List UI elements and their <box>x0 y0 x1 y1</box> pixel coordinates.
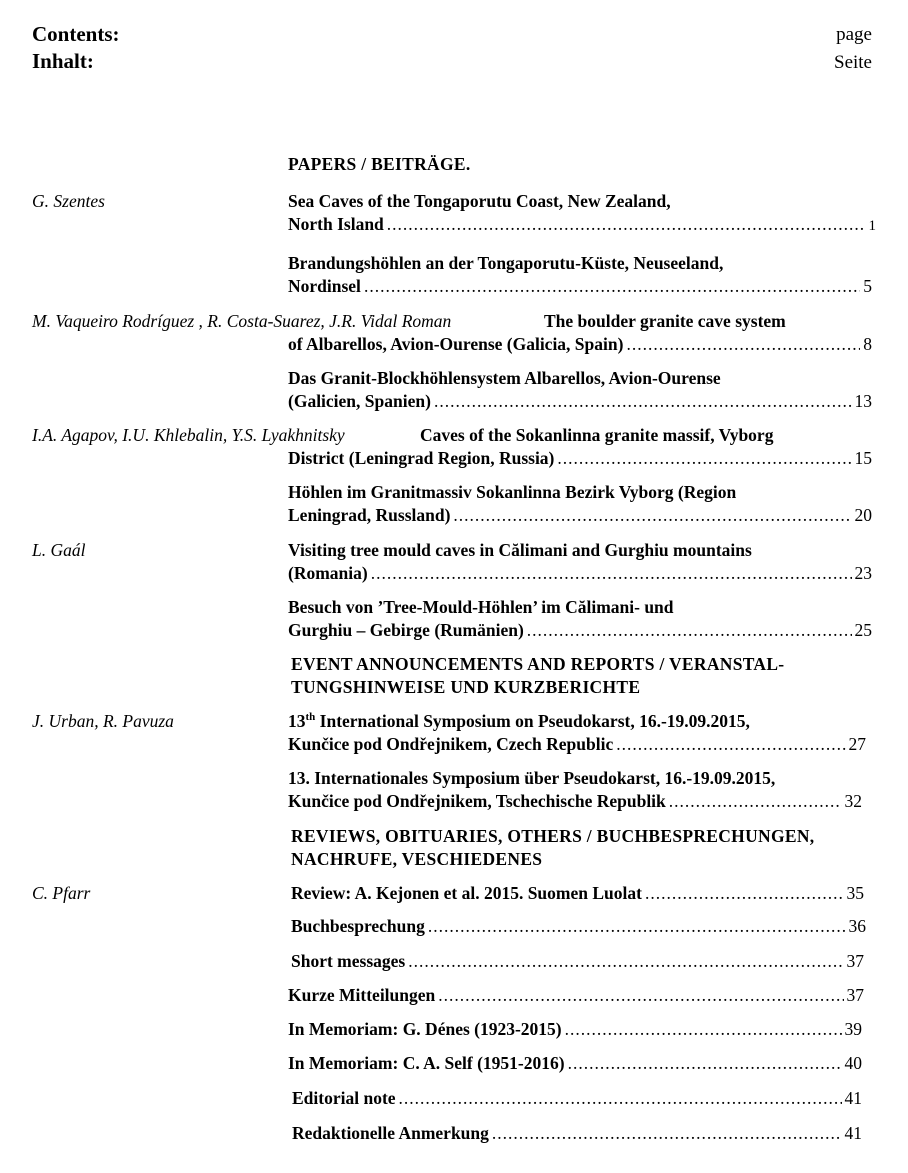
entry-title-line-2: of Albarellos, Avion-Ourense (Galicia, Spain) <box>288 334 624 354</box>
entry-title-line-2: (Galicien, Spanien) <box>288 391 431 411</box>
entry-title: Review: A. Kejonen et al. 2015. Suomen Luolat <box>291 883 642 903</box>
entry-title-line-2: District (Leningrad Region, Russia) <box>288 448 555 468</box>
author-vaqueiro: M. Vaqueiro Rodríguez , R. Costa-Suarez, J.R. Vidal Roman <box>32 311 452 331</box>
entry-title-line-2: Kunčice pod Ondřejnikem, Tschechische Republik <box>288 791 666 811</box>
entry-title: Buchbesprechung <box>291 916 425 936</box>
author-szentes: G. Szentes <box>32 191 105 211</box>
entry-title: In Memoriam: G. Dénes (1923-2015) <box>288 1019 562 1039</box>
section-heading-line-2: TUNGSHINWEISE UND KURZBERICHTE <box>291 677 641 697</box>
dot-leader <box>434 390 852 413</box>
section-heading-events <box>291 653 784 699</box>
entry-title-line-2: North Island <box>288 214 384 234</box>
dot-leader <box>399 1087 842 1110</box>
entry-page-number: 13 <box>854 391 872 411</box>
toc-entry[interactable] <box>292 1122 862 1145</box>
seite-column-label: Seite <box>834 52 872 73</box>
entry-page-number: 23 <box>854 563 872 583</box>
dot-leader <box>565 1018 842 1041</box>
dot-leader <box>387 213 866 236</box>
dot-leader <box>645 882 844 905</box>
dot-leader <box>371 562 852 585</box>
dot-leader <box>364 275 860 298</box>
entry-title-line-2: Kunčice pod Ondřejnikem, Czech Republic <box>288 734 614 754</box>
toc-entry[interactable] <box>288 481 872 527</box>
entry-page-number: 36 <box>848 916 866 936</box>
author-agapov: I.A. Agapov, I.U. Khlebalin, Y.S. Lyakhnitsky <box>32 425 345 445</box>
entry-title: Redaktionelle Anmerkung <box>292 1123 489 1143</box>
toc-entry[interactable] <box>291 950 864 973</box>
dot-leader <box>428 915 846 938</box>
entry-page-number: 32 <box>844 791 862 811</box>
section-heading-papers: PAPERS / BEITRÄGE. <box>288 154 471 174</box>
section-heading-line-1: EVENT ANNOUNCEMENTS AND REPORTS / VERANSTAL- <box>291 654 785 674</box>
dot-leader <box>453 504 851 527</box>
toc-entry[interactable] <box>288 596 872 642</box>
toc-entry[interactable] <box>288 190 876 238</box>
entry-page-number: 41 <box>844 1123 862 1143</box>
toc-entry[interactable] <box>288 424 872 470</box>
entry-title-rest: International Symposium on Pseudokarst, 16.-19.09.2015, <box>315 711 750 731</box>
entry-title: Short messages <box>291 951 406 971</box>
entry-page-number: 39 <box>844 1019 862 1039</box>
toc-entry[interactable] <box>288 367 872 413</box>
inhalt-heading: Inhalt: <box>32 49 94 73</box>
entry-page-number: 40 <box>844 1053 862 1073</box>
entry-title: Kurze Mitteilungen <box>288 985 436 1005</box>
entry-page-number: 15 <box>854 448 872 468</box>
toc-entry[interactable] <box>291 915 866 938</box>
entry-page-number: 37 <box>846 951 864 971</box>
entry-title-line-1: Brandungshöhlen an der Tongaporutu-Küste, Neuseeland, <box>288 253 724 273</box>
entry-page-number: 1 <box>868 218 876 234</box>
entry-title-line-1: Besuch von ’Tree-Mould-Höhlen’ im Călimani- und <box>288 597 674 617</box>
entry-title-line-2: (Romania) <box>288 563 368 583</box>
toc-entry[interactable] <box>288 310 872 356</box>
entry-title-line-1: The boulder granite cave system <box>544 311 786 331</box>
author-pfarr: C. Pfarr <box>32 883 91 903</box>
dot-leader <box>626 333 860 356</box>
toc-entry[interactable] <box>291 882 864 905</box>
dot-leader <box>568 1052 842 1075</box>
contents-heading: Contents: <box>32 22 120 46</box>
toc-entry[interactable] <box>288 767 862 813</box>
entry-title-line-1: Höhlen im Granitmassiv Sokanlinna Bezirk Vyborg (Region <box>288 482 737 502</box>
entry-title-line-1: 13. Internationales Symposium über Pseudokarst, 16.-19.09.2015, <box>288 768 776 788</box>
toc-entry[interactable] <box>288 1018 862 1041</box>
entry-page-number: 20 <box>854 505 872 525</box>
dot-leader <box>616 733 845 756</box>
entry-page-number: 35 <box>846 883 864 903</box>
entry-title: Editorial note <box>292 1088 396 1108</box>
dot-leader <box>557 447 851 470</box>
dot-leader <box>492 1122 842 1145</box>
dot-leader <box>669 790 842 813</box>
page-column-label: page <box>836 24 872 45</box>
entry-title-line-1 <box>288 710 866 733</box>
entry-page-number: 27 <box>848 734 866 754</box>
entry-title-line-2: Gurghiu – Gebirge (Rumänien) <box>288 620 524 640</box>
entry-page-number: 37 <box>846 985 864 1005</box>
toc-entry[interactable] <box>288 252 872 298</box>
dot-leader <box>527 619 852 642</box>
toc-entry[interactable] <box>292 1087 862 1110</box>
entry-title-line-2: Nordinsel <box>288 276 361 296</box>
dot-leader <box>408 950 843 973</box>
entry-page-number: 8 <box>863 334 872 354</box>
author-urban: J. Urban, R. Pavuza <box>32 711 174 731</box>
entry-title-line-1: Sea Caves of the Tongaporutu Coast, New Zealand, <box>288 191 671 211</box>
dot-leader <box>438 984 843 1007</box>
toc-entry[interactable] <box>288 710 866 756</box>
entry-title: In Memoriam: C. A. Self (1951-2016) <box>288 1053 565 1073</box>
ordinal-suffix: th <box>305 711 316 724</box>
entry-title-line-1: Caves of the Sokanlinna granite massif, Vyborg <box>420 425 774 445</box>
toc-entry[interactable] <box>288 539 872 585</box>
section-heading-reviews <box>291 825 814 871</box>
entry-page-number: 41 <box>844 1088 862 1108</box>
section-heading-line-2: NACHRUFE, VESCHIEDENES <box>291 849 543 869</box>
entry-title-line-1: Das Granit-Blockhöhlensystem Albarellos, Avion-Ourense <box>288 368 721 388</box>
author-gaal: L. Gaál <box>32 540 86 560</box>
toc-entry[interactable] <box>288 984 864 1007</box>
entry-title-line-2: Leningrad, Russland) <box>288 505 451 525</box>
entry-page-number: 25 <box>854 620 872 640</box>
entry-page-number: 5 <box>863 276 872 296</box>
section-heading-line-1: REVIEWS, OBITUARIES, OTHERS / BUCHBESPRECHUNGEN, <box>291 826 815 846</box>
ordinal-number: 13 <box>288 711 306 731</box>
entry-title-line-1: Visiting tree mould caves in Călimani and Gurghiu mountains <box>288 540 752 560</box>
toc-entry[interactable] <box>288 1052 862 1075</box>
